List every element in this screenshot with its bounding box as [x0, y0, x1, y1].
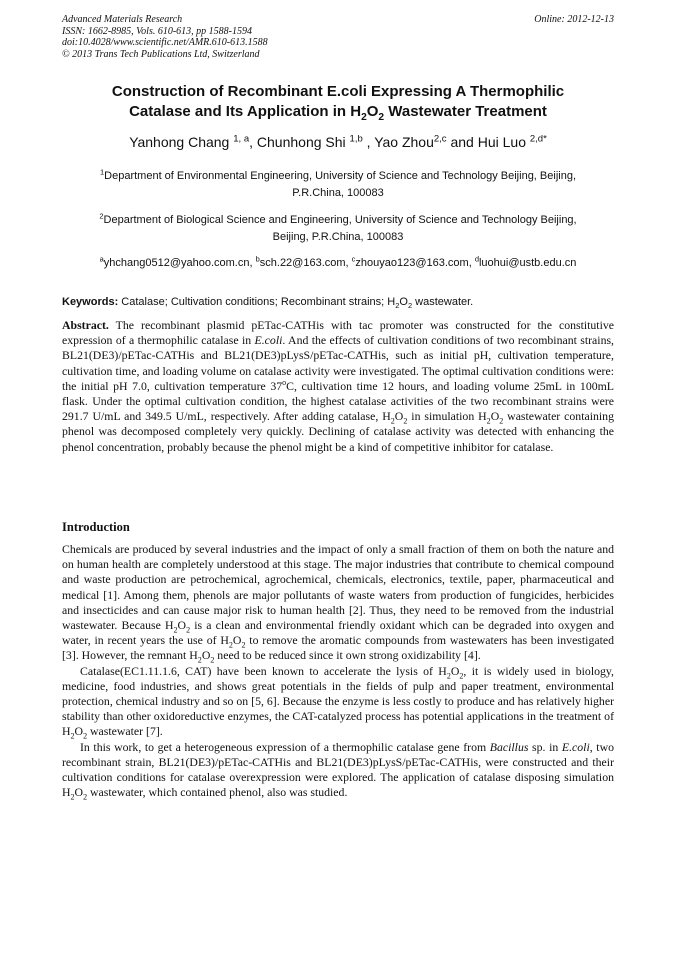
issn-line: ISSN: 1662-8985, Vols. 610-613, pp 1588-1594: [62, 25, 252, 37]
author: Yanhong Chang $^{1, a}$,: [129, 133, 257, 150]
author: Chunhong Shi $^{1,b}$ ,: [256, 133, 375, 150]
abstract: Abstract. The recombinant plasmid pETac-CATHis with tac promoter was constructed for the constitutive expression of a thermophilic catalase in E.coli. And the effects of cultivation conditions of two recombinant strains, BL21(DE3)/pETac-CATHis and BL21(DE3)pLysS/pETac-CATHis, such as initial pH, cultivation temperature, cultivation time, and loading volume on catalase activity were investigated. The optimal cultivation conditions were: the initial pH 7.0, cultivation temperature 37$^o$C, cultivation time 12 hours, and loading volume 25mL in 100mL flask. Under the optimal cultivation condition, the highest catalase activities of the two recombinant strains were 291.7 U/mL and 349.5 U/mL, respectively. After adding catalase, $H_2O_2$ in simulation $H_2O_2$ wastewater containing phenol was decomposed completely very quickly. Declining of catalase activity was detected with enhancing the phenol concentration, probably because the phenol might be a kind of competitive inhibitor for catalase.: [62, 318, 615, 454]
title-line-2: Catalase and Its Application in $H_2O_2$ Wastewater Treatment: [129, 103, 547, 123]
keywords-label: Keywords:: [62, 296, 119, 308]
author: Yao Zhou$^{2,c}$ and: [374, 133, 478, 150]
section-heading-introduction: Introduction: [62, 520, 130, 534]
email[interactable]: $^d$luohui@ustb.edu.cn: [474, 254, 577, 269]
affiliation-2: $^2$Department of Biological Science and Engineering, University of Science and Technology Beijing, Beijing, P.R.China, 100083: [99, 211, 577, 243]
email[interactable]: $^c$zhouyao123@163.com: [351, 254, 469, 269]
paper-title: [62, 82, 614, 122]
email[interactable]: $^a$yhchang0512@yahoo.com.cn: [99, 254, 250, 269]
doi-line: doi:10.4028/www.scientific.net/AMR.610-613.1588: [62, 37, 268, 48]
title-line-1: Construction of Recombinant E.coli Expressing A Thermophilic: [111, 83, 565, 100]
online-date: Online: 2012-12-13: [534, 14, 614, 25]
copyright-line: © 2013 Trans Tech Publications Ltd, Switzerland: [62, 48, 260, 60]
journal-name: Advanced Materials Research: [62, 14, 183, 25]
affiliation-1: $^1$Department of Environmental Engineering, University of Science and Technology Beijing, Beijing, P.R.China, 100083: [100, 167, 576, 199]
intro-paragraph-3: In this work, to get a heterogeneous expression of a thermophilic catalase gene from Bacillus sp. in E.coli, two recombinant strain, BL21(DE3)/pETac-CATHis and BL21(DE3)pLysS/pETac-CATHis, were constructed and their cultivation conditions for catalase overexpression were explored. The application of catalase disposing simulation $H_2O_2$ wastewater, which contained phenol, also was studied.: [62, 739, 614, 802]
abstract-label: Abstract.: [62, 318, 109, 332]
keywords: Keywords: Catalase; Cultivation conditions; Recombinant strains; $H_2O_2$ wastewater.: [62, 296, 474, 311]
author-list: [62, 132, 614, 152]
email-list: $^a$yhchang0512@yahoo.com.cn, $^b$sch.22@163.com, $^c$zhouyao123@163.com, $^d$luohui@ustb.edu.cn: [99, 254, 577, 269]
author: Hui Luo $^{2,d*}$: [477, 133, 547, 150]
intro-paragraph-1: Chemicals are produced by several industries and the impact of only a small fraction of them on both the nature and on human health are completely understood at this stage. The major industries that contribute to chemical compound and waste production are petrochemical, agrochemical, chemicals, electronics, textile, paper, pharmaceutical and medical [1]. Among them, phenols are major pollutants of waste waters from production of fungicides, herbicides and insecticides and can cause major risk to human health [2]. Thus, they need to be removed from the industrial wastewater. Because $H_2O_2$ is a clean and environmental friendly oxidant which can be degraded into oxygen and water, in recent years the use of $H_2O_2$ to remove the aromatic compounds from wastewaters has been investigated [3]. However, the remnant $H_2O_2$ need to be reduced since it own strong oxidizability [4].: [62, 542, 614, 665]
journal-header: [62, 14, 614, 60]
intro-paragraph-2: Catalase(EC1.11.1.6, CAT) have been known to accelerate the lysis of $H_2O_2$, it is widely used in biology, medicine, food industries, and shows great potentials in the fields of pulp and paper treatment, environmental protection, chemical industry and so on [5, 6]. Because the enzyme is less costly to produce and has relatively higher stability than other oxidoreductive enzymes, the CAT-catalyzed process has potential applications in the treatment of $H_2O_2$ wastewater [7].: [62, 663, 614, 741]
email[interactable]: $^b$sch.22@163.com: [255, 254, 346, 269]
introduction-body: [62, 542, 614, 800]
